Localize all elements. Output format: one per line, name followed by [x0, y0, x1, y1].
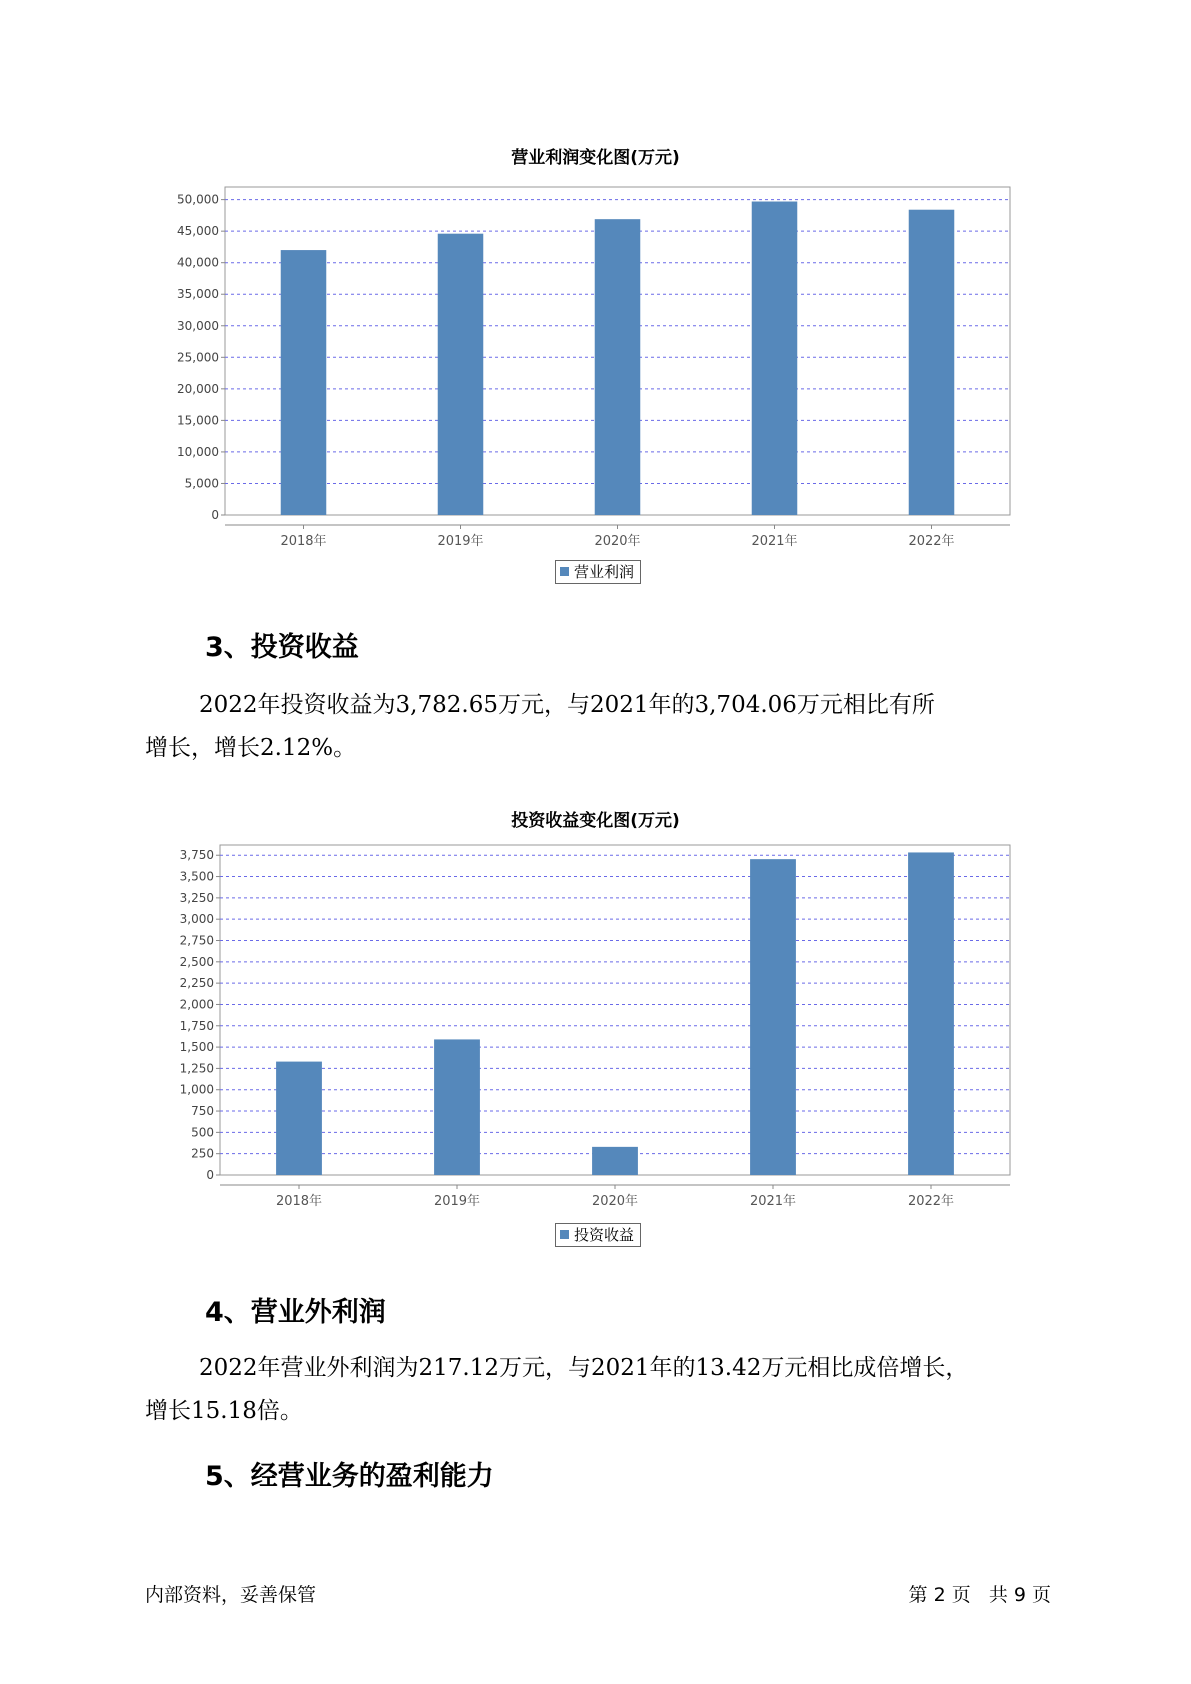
y-tick-label: 25,000: [177, 350, 219, 365]
section-3-heading: 3、投资收益: [205, 632, 359, 663]
y-tick-label: 15,000: [177, 413, 219, 428]
y-tick-label: 750: [191, 1104, 214, 1119]
y-tick-label: 500: [191, 1125, 214, 1140]
y-tick-label: 40,000: [177, 255, 219, 270]
bar-2018年: [276, 1062, 322, 1175]
x-tick-label: 2021年: [749, 1194, 797, 1209]
y-tick-label: 1,750: [179, 1018, 214, 1033]
x-tick-label: 2020年: [591, 1194, 639, 1209]
y-tick-label: 1,000: [179, 1082, 214, 1097]
section-5-heading: 5、经营业务的盈利能力: [205, 1461, 494, 1492]
bar-2021年: [752, 202, 798, 515]
chart2-legend: [555, 1223, 641, 1247]
x-tick-label: 2019年: [433, 1194, 481, 1209]
bar-2020年: [595, 219, 641, 515]
y-tick-label: 30,000: [177, 318, 219, 333]
chart2-title: 投资收益变化图(万元): [511, 811, 680, 831]
section-4-line-1: 2022年营业外利润为217.12万元，与2021年的13.42万元相比成倍增长，: [199, 1355, 969, 1381]
footer-page-number: 第 2 页 共 9 页: [908, 1584, 1051, 1606]
y-tick-label: 3,000: [179, 912, 214, 927]
investment-income-chart: [0, 835, 1191, 1209]
bar-2019年: [434, 1039, 480, 1175]
y-tick-label: 2,250: [179, 976, 214, 991]
chart1-title: 营业利润变化图(万元): [511, 148, 680, 168]
x-tick-label: 2021年: [751, 534, 798, 549]
bar-2019年: [438, 234, 484, 515]
bar-2020年: [592, 1147, 638, 1175]
y-tick-label: 50,000: [177, 192, 219, 207]
y-tick-label: 3,250: [179, 890, 214, 905]
chart2-legend-label: 投资收益: [574, 1226, 635, 1244]
y-tick-label: 0: [206, 1168, 214, 1182]
y-tick-label: 1,250: [179, 1061, 214, 1076]
y-tick-label: 1,500: [179, 1040, 214, 1055]
y-tick-label: 35,000: [177, 287, 219, 302]
y-tick-label: 10,000: [177, 444, 219, 459]
operating-profit-chart: [0, 170, 1191, 549]
x-tick-label: 2019年: [437, 534, 484, 549]
y-tick-label: 0: [211, 508, 219, 522]
y-tick-label: 2,750: [179, 933, 214, 948]
footer-confidential: 内部资料，妥善保管: [145, 1584, 317, 1606]
x-tick-label: 2022年: [908, 534, 955, 549]
y-tick-label: 250: [191, 1146, 214, 1161]
section-3-line-1: 2022年投资收益为3,782.65万元，与2021年的3,704.06万元相比有所: [199, 692, 935, 718]
section-3-line-2: 增长，增长2.12%。: [145, 735, 357, 761]
y-tick-label: 45,000: [177, 224, 219, 239]
y-tick-label: 3,500: [179, 869, 214, 884]
chart1-legend-label: 营业利润: [574, 563, 635, 581]
y-tick-label: 3,750: [179, 848, 214, 863]
bar-2022年: [908, 852, 954, 1175]
legend-swatch: [560, 1230, 569, 1239]
section-4-line-2: 增长15.18倍。: [145, 1398, 303, 1424]
legend-swatch: [560, 567, 569, 576]
y-tick-label: 2,000: [179, 997, 214, 1012]
chart1-legend: [555, 560, 641, 584]
x-tick-label: 2018年: [280, 534, 327, 549]
section-4-heading: 4、营业外利润: [205, 1297, 386, 1328]
bar-2021年: [750, 859, 796, 1175]
y-tick-label: 5,000: [184, 476, 219, 491]
x-tick-label: 2022年: [907, 1194, 955, 1209]
bar-2018年: [281, 250, 327, 515]
x-tick-label: 2018年: [275, 1194, 323, 1209]
plot-area: [220, 845, 1010, 1175]
bar-2022年: [909, 210, 955, 515]
x-tick-label: 2020年: [594, 534, 641, 549]
section-3-paragraph: [145, 684, 1085, 770]
y-tick-label: 2,500: [179, 954, 214, 969]
y-tick-label: 20,000: [177, 381, 219, 396]
section-4-paragraph: [145, 1347, 1085, 1433]
